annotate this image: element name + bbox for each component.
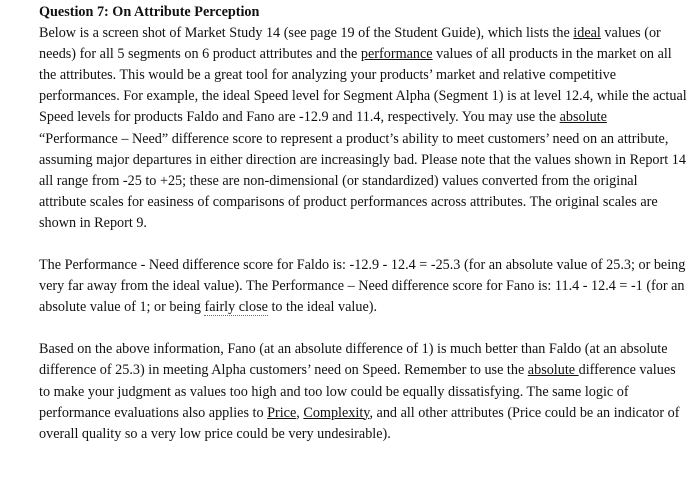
paragraph-intro-text-3: values of all products in the market on all the attributes. This would be a great tool for analyzing your products’ market and relative competitive performances. For example, the ideal Speed level for Segment Alpha (Segment 1) is at level 12.4, while the actual Speed levels for products Faldo and Fano are -12.9 and 11.4, respectively. You may use the: [39, 46, 687, 126]
paragraph-difference-text-1: The Performance - Need difference score for Faldo is: -12.9 - 12.4 = -25.3 (for an absolute value of 25.3; or being very far away from the ideal value). The Performance – Need difference score for Fano is: 11.4 - 12.4 = -1 (for an absolute value of 1; or being: [39, 257, 686, 316]
paragraph-difference-scores: [39, 255, 687, 318]
paragraph-intro-text-4: “Performance – Need” difference score to represent a product’s ability to meet customers’ need on an attribute, assuming major departures in either direction are increasingly bad. Please note that the values shown in Report 14 all range from -25 to +25; these are non-dimensional (or standardized) values converted from the original attribute scales for easiness of comparisons of product performances across attributes. The original scales are shown in Report 9.: [39, 130, 686, 231]
paragraph-intro-text-2: values (or needs) for all 5 segments on 6 product attributes and the: [39, 25, 661, 63]
price-underlined-text: Price: [267, 404, 297, 421]
paragraph-conclusion: [39, 339, 687, 444]
performance-underlined-text: performance: [360, 46, 433, 63]
paragraph-conclusion-text-4: , and all other attributes (Price could be an indicator of overall quality so a very low price could be very undesirable).: [39, 404, 680, 442]
paragraph-intro: [39, 23, 687, 234]
absolute-underlined-text: absolute: [559, 109, 607, 126]
paragraph-conclusion-text-1: Based on the above information, Fano (at an absolute difference of 1) is much better than Faldo (at an absolute difference of 25.3) in meeting Alpha customers’ need on Speed. Remember to use the: [39, 341, 668, 379]
paragraph-spacer: [39, 234, 687, 255]
fairly-close-marked-text: fairly close: [204, 299, 268, 316]
paragraph-intro-text-1: Below is a screen shot of Market Study 14 (see page 19 of the Student Guide), which lists the: [39, 25, 574, 42]
absolute-underlined-text-2: absolute: [527, 362, 579, 379]
paragraph-spacer: [39, 318, 687, 339]
paragraph-conclusion-text-3: ,: [296, 404, 304, 421]
complexity-underlined-text: Complexity: [303, 404, 370, 421]
paragraph-conclusion-text-2: difference values to make your judgment as values too high and too low could be equally dissatisfying. The same logic of performance evaluations also applies to: [39, 362, 676, 421]
ideal-underlined-text: ideal: [573, 25, 601, 42]
paragraph-difference-text-2: to the ideal value).: [267, 299, 378, 316]
question-title: Question 7: On Attribute Perception: [39, 4, 260, 20]
